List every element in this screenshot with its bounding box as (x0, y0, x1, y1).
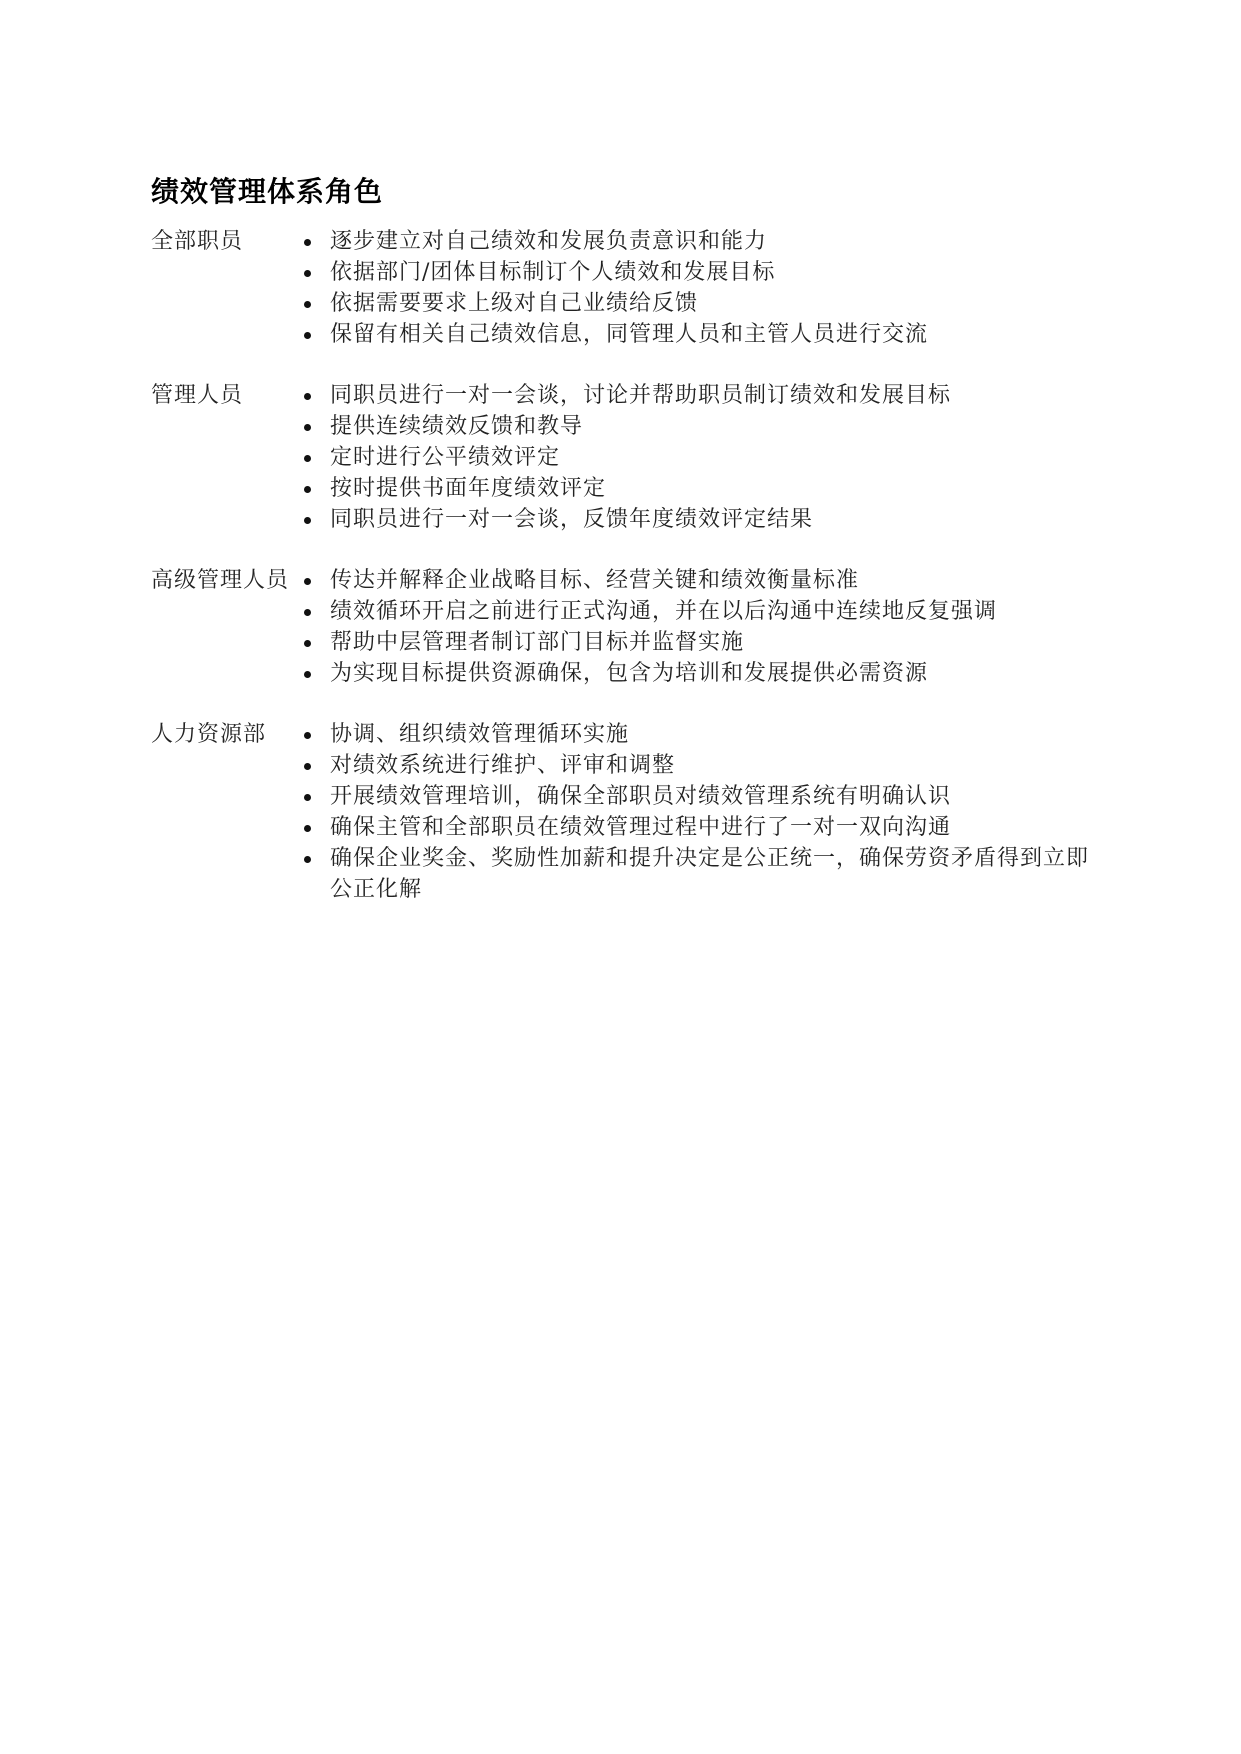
bullet-icon (304, 270, 311, 277)
bullet-icon (304, 239, 311, 246)
bullet-icon (304, 671, 311, 678)
role-label: 管理人员 (151, 383, 244, 408)
bullet-icon (304, 332, 311, 339)
duty-text: 确保主管和全部职员在绩效管理过程中进行了一对一双向沟通 (330, 815, 952, 840)
list-item (297, 473, 1091, 504)
role-section (151, 226, 1091, 350)
list-item (297, 411, 1091, 442)
duty-text: 逐步建立对自己绩效和发展负责意识和能力 (330, 229, 768, 254)
list-item (297, 658, 1091, 689)
list-item (297, 781, 1091, 812)
duty-text: 同职员进行一对一会谈，讨论并帮助职员制订绩效和发展目标 (330, 383, 952, 408)
list-item (297, 627, 1091, 658)
duty-text: 为实现目标提供资源确保，包含为培训和发展提供必需资源 (330, 661, 929, 686)
bullet-icon (304, 424, 311, 431)
role-section (151, 719, 1091, 905)
bullet-icon (304, 393, 311, 400)
bullet-icon (304, 640, 311, 647)
bullet-icon (304, 609, 311, 616)
bullet-icon (304, 486, 311, 493)
role-sections (151, 226, 1091, 935)
duty-list (297, 719, 1091, 905)
bullet-icon (304, 732, 311, 739)
bullet-icon (304, 455, 311, 462)
bullet-icon (304, 794, 311, 801)
duty-text: 保留有相关自己绩效信息，同管理人员和主管人员进行交流 (330, 322, 929, 347)
duty-list (297, 565, 1091, 689)
bullet-icon (304, 578, 311, 585)
list-item (297, 812, 1091, 843)
duty-text: 绩效循环开启之前进行正式沟通，并在以后沟通中连续地反复强调 (330, 599, 998, 624)
duty-text: 帮助中层管理者制订部门目标并监督实施 (330, 630, 745, 655)
role-label: 全部职员 (151, 229, 244, 254)
duty-text: 依据需要要求上级对自己业绩给反馈 (330, 291, 699, 316)
list-item (297, 442, 1091, 473)
bullet-icon (304, 763, 311, 770)
list-item (297, 565, 1091, 596)
duty-text: 传达并解释企业战略目标、经营关键和绩效衡量标准 (330, 568, 860, 593)
list-item (297, 719, 1091, 750)
bullet-icon (304, 856, 311, 863)
duty-text: 提供连续绩效反馈和教导 (330, 414, 584, 439)
role-section (151, 380, 1091, 535)
list-item (297, 596, 1091, 627)
role-label: 人力资源部 (151, 722, 267, 747)
duty-text: 定时进行公平绩效评定 (330, 445, 561, 470)
list-item (297, 843, 1091, 905)
bullet-icon (304, 825, 311, 832)
bullet-icon (304, 517, 311, 524)
list-item (297, 380, 1091, 411)
role-section (151, 565, 1091, 689)
duty-text: 依据部门/团体目标制订个人绩效和发展目标 (330, 260, 776, 285)
list-item (297, 504, 1091, 535)
list-item (297, 319, 1091, 350)
duty-text: 开展绩效管理培训，确保全部职员对绩效管理系统有明确认识 (330, 784, 952, 809)
list-item (297, 226, 1091, 257)
duty-text: 对绩效系统进行维护、评审和调整 (330, 753, 676, 778)
list-item (297, 750, 1091, 781)
duty-text: 协调、组织绩效管理循环实施 (330, 722, 630, 747)
duty-text: 确保企业奖金、奖励性加薪和提升决定是公正统一，确保劳资矛盾得到立即公正化解 (330, 846, 1090, 902)
role-label: 高级管理人员 (151, 568, 290, 593)
page-title: 绩效管理体系角色 (151, 175, 384, 208)
duty-list (297, 226, 1091, 350)
bullet-icon (304, 301, 311, 308)
duty-text: 按时提供书面年度绩效评定 (330, 476, 607, 501)
list-item (297, 257, 1091, 288)
list-item (297, 288, 1091, 319)
duty-list (297, 380, 1091, 535)
duty-text: 同职员进行一对一会谈，反馈年度绩效评定结果 (330, 507, 814, 532)
